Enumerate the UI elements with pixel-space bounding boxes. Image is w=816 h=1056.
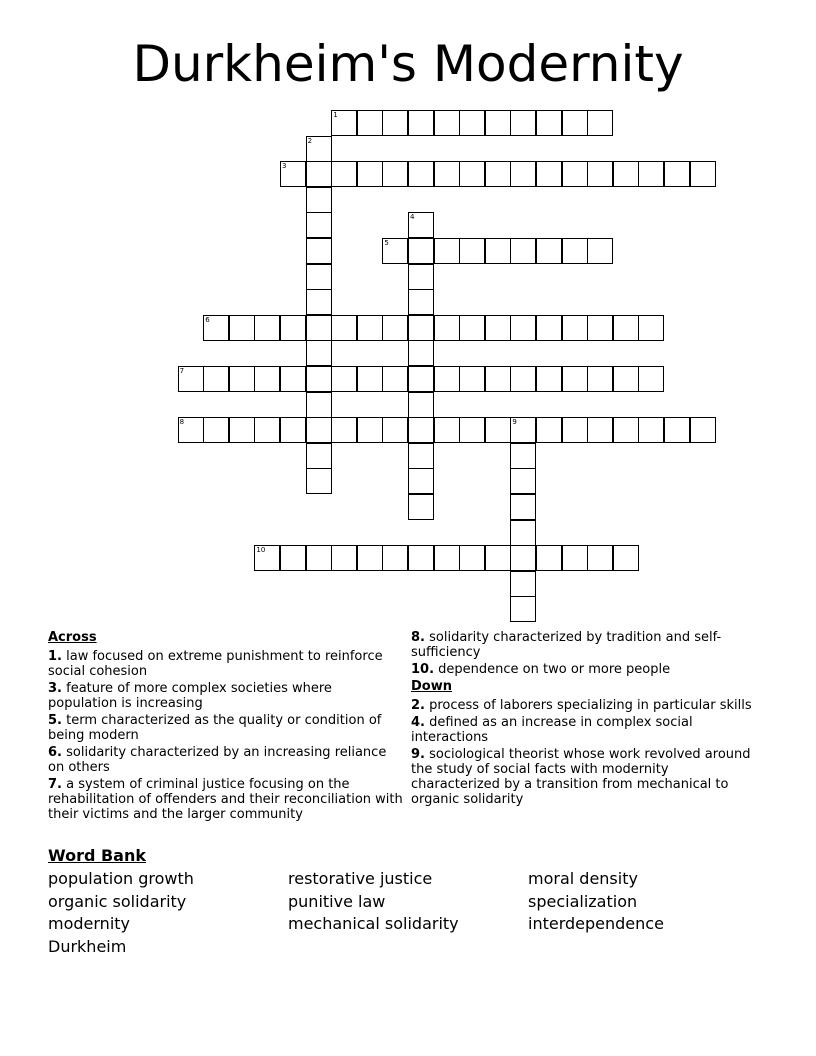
grid-cell[interactable]	[587, 161, 613, 187]
grid-cell[interactable]	[306, 468, 332, 494]
clue-number: 5.	[48, 713, 62, 728]
grid-cell[interactable]	[510, 443, 536, 469]
clue-number: 8.	[411, 630, 425, 645]
grid-cell[interactable]	[306, 417, 332, 443]
word-bank-list	[48, 868, 768, 958]
grid-cell[interactable]	[510, 596, 536, 622]
grid-cell[interactable]	[382, 315, 408, 341]
grid-cell[interactable]	[178, 366, 204, 392]
grid-cell[interactable]	[536, 315, 562, 341]
grid-cell[interactable]	[306, 366, 332, 392]
grid-cell[interactable]	[306, 187, 332, 213]
grid-cell[interactable]	[485, 417, 511, 443]
word-bank-item: restorative justice	[288, 869, 433, 888]
word-bank-item: modernity	[48, 914, 130, 933]
grid-cell[interactable]	[459, 161, 485, 187]
clue-across-3	[48, 681, 403, 711]
grid-cell[interactable]	[408, 161, 434, 187]
cell-number: 8	[179, 418, 185, 427]
grid-cell[interactable]	[203, 315, 229, 341]
grid-cell[interactable]	[562, 238, 588, 264]
grid-cell[interactable]	[229, 315, 255, 341]
word-bank-item: interdependence	[528, 914, 664, 933]
grid-cell[interactable]	[613, 315, 639, 341]
word-bank-item: punitive law	[288, 891, 386, 911]
grid-cell[interactable]	[510, 494, 536, 520]
grid-cell[interactable]	[664, 417, 690, 443]
grid-cell[interactable]	[510, 571, 536, 597]
grid-cell[interactable]	[510, 468, 536, 494]
grid-cell[interactable]	[306, 315, 332, 341]
cell-number: 7	[179, 367, 185, 375]
grid-cell[interactable]	[306, 238, 332, 264]
grid-cell[interactable]	[331, 110, 357, 136]
grid-cell[interactable]	[229, 417, 255, 443]
grid-cell[interactable]	[485, 110, 511, 136]
word-bank-item: mechanical solidarity	[288, 914, 459, 933]
clue-text: solidarity characterized by an increasing reliance on others	[48, 745, 387, 775]
grid-cell[interactable]	[562, 366, 588, 392]
clue-number: 2.	[411, 698, 425, 713]
grid-cell[interactable]	[459, 545, 485, 571]
grid-cell[interactable]	[408, 417, 434, 443]
grid-cell[interactable]	[306, 212, 332, 238]
clues-column-left	[48, 630, 403, 824]
grid-cell[interactable]	[485, 366, 511, 392]
grid-cell[interactable]	[357, 366, 383, 392]
clue-down-4	[411, 715, 761, 745]
grid-cell[interactable]	[434, 238, 460, 264]
grid-cell[interactable]	[434, 315, 460, 341]
grid-cell[interactable]	[357, 110, 383, 136]
grid-cell[interactable]	[408, 238, 434, 264]
grid-cell[interactable]	[587, 545, 613, 571]
grid-cell[interactable]	[485, 545, 511, 571]
grid-cell[interactable]	[408, 494, 434, 520]
grid-cell[interactable]	[587, 110, 613, 136]
grid-cell[interactable]	[562, 417, 588, 443]
grid-cell[interactable]	[510, 315, 536, 341]
grid-cell[interactable]	[459, 366, 485, 392]
grid-cell[interactable]	[254, 315, 280, 341]
clue-text: defined as an increase in complex social interactions	[411, 715, 693, 745]
grid-cell[interactable]	[613, 417, 639, 443]
grid-cell[interactable]	[331, 161, 357, 187]
grid-cell[interactable]	[664, 161, 690, 187]
grid-cell[interactable]	[408, 110, 434, 136]
grid-cell[interactable]	[331, 417, 357, 443]
word-bank-item: specialization	[528, 891, 638, 911]
grid-cell[interactable]	[536, 238, 562, 264]
puzzle-title: Durkheim's Modernity	[132, 35, 684, 93]
grid-cell[interactable]	[306, 264, 332, 290]
word-bank-item: moral density	[528, 869, 638, 888]
grid-cell[interactable]	[306, 443, 332, 469]
clue-across-1	[48, 649, 403, 679]
grid-cell[interactable]	[459, 110, 485, 136]
grid-cell[interactable]	[382, 110, 408, 136]
clue-number: 7.	[48, 777, 62, 792]
clue-number: 4.	[411, 715, 425, 730]
grid-cell[interactable]	[485, 161, 511, 187]
clue-text: solidarity characterized by tradition and self-sufficiency	[411, 630, 722, 660]
grid-cell[interactable]	[357, 545, 383, 571]
grid-cell[interactable]	[587, 417, 613, 443]
grid-cell[interactable]	[562, 545, 588, 571]
grid-cell[interactable]	[638, 315, 664, 341]
word-bank-item: Durkheim	[48, 936, 127, 956]
grid-cell[interactable]	[459, 417, 485, 443]
clue-across-10	[411, 662, 761, 677]
grid-cell[interactable]	[382, 238, 408, 264]
clue-text: a system of criminal justice focusing on the rehabilitation of offenders and their reconciliation with their victims and the larger community	[48, 777, 403, 822]
grid-cell[interactable]	[408, 468, 434, 494]
grid-cell[interactable]	[690, 417, 716, 443]
clue-text: dependence on two or more people	[438, 662, 671, 677]
cell-number: 4	[410, 213, 415, 222]
clues-column-right	[411, 630, 761, 809]
clue-number: 10.	[411, 662, 435, 677]
grid-cell[interactable]	[382, 545, 408, 571]
grid-cell[interactable]	[434, 366, 460, 392]
down-heading: Down	[411, 679, 452, 694]
grid-cell[interactable]	[408, 340, 434, 366]
grid-cell[interactable]	[485, 238, 511, 264]
grid-cell[interactable]	[331, 366, 357, 392]
grid-cell[interactable]	[562, 161, 588, 187]
grid-cell[interactable]	[408, 289, 434, 315]
grid-cell[interactable]	[434, 161, 460, 187]
grid-cell[interactable]	[434, 545, 460, 571]
grid-cell[interactable]	[587, 315, 613, 341]
grid-cell[interactable]	[459, 238, 485, 264]
grid-cell[interactable]	[331, 545, 357, 571]
grid-cell[interactable]	[434, 110, 460, 136]
grid-cell[interactable]	[382, 366, 408, 392]
clue-across-7	[48, 777, 403, 822]
grid-cell[interactable]	[306, 136, 332, 162]
word-bank	[48, 846, 768, 958]
grid-cell[interactable]	[280, 545, 306, 571]
grid-cell[interactable]	[510, 366, 536, 392]
grid-cell[interactable]	[280, 161, 306, 187]
grid-cell[interactable]	[357, 161, 383, 187]
grid-cell[interactable]	[306, 289, 332, 315]
cell-number: 2	[307, 136, 313, 145]
grid-cell[interactable]	[254, 545, 280, 571]
clue-text: sociological theorist whose work revolved around the study of social facts with modernity characterized by a transition from mechanical to organic solidarity	[411, 747, 751, 807]
grid-cell[interactable]	[536, 417, 562, 443]
grid-cell[interactable]	[638, 161, 664, 187]
grid-cell[interactable]	[203, 366, 229, 392]
grid-cell[interactable]	[357, 315, 383, 341]
grid-cell[interactable]	[408, 315, 434, 341]
grid-cell[interactable]	[178, 417, 204, 443]
grid-cell[interactable]	[562, 315, 588, 341]
grid-cell[interactable]	[510, 110, 536, 136]
grid-cell[interactable]	[280, 315, 306, 341]
clue-down-9	[411, 747, 761, 807]
grid-cell[interactable]	[510, 520, 536, 546]
word-bank-item: organic solidarity	[48, 891, 187, 911]
grid-cell[interactable]	[510, 161, 536, 187]
grid-cell[interactable]	[382, 417, 408, 443]
grid-cell[interactable]	[536, 110, 562, 136]
grid-cell[interactable]	[434, 417, 460, 443]
grid-cell[interactable]	[408, 443, 434, 469]
grid-cell[interactable]	[306, 340, 332, 366]
grid-cell[interactable]	[203, 417, 229, 443]
grid-cell[interactable]	[280, 417, 306, 443]
cell-number: 3	[282, 162, 287, 171]
clue-across-5	[48, 713, 403, 743]
grid-cell[interactable]	[408, 366, 434, 392]
grid-cell[interactable]	[357, 417, 383, 443]
grid-cell[interactable]	[408, 392, 434, 418]
clue-text: process of laborers specializing in particular skills	[429, 698, 752, 713]
word-bank-title: Word Bank	[48, 846, 147, 865]
clue-down-2	[411, 698, 761, 713]
clue-across-8	[411, 630, 761, 660]
grid-cell[interactable]	[280, 366, 306, 392]
grid-cell[interactable]	[254, 417, 280, 443]
grid-cell[interactable]	[254, 366, 280, 392]
clue-number: 1.	[48, 649, 62, 664]
cell-number: 6	[205, 315, 210, 324]
clue-text: feature of more complex societies where population is increasing	[48, 681, 332, 711]
grid-cell[interactable]	[536, 366, 562, 392]
grid-cell[interactable]	[536, 161, 562, 187]
grid-cell[interactable]	[459, 315, 485, 341]
grid-cell[interactable]	[510, 417, 536, 443]
grid-cell[interactable]	[690, 161, 716, 187]
grid-cell[interactable]	[408, 545, 434, 571]
grid-cell[interactable]	[306, 545, 332, 571]
clue-number: 6.	[48, 745, 62, 760]
grid-cell[interactable]	[536, 545, 562, 571]
grid-cell[interactable]	[510, 545, 536, 571]
grid-cell[interactable]	[306, 161, 332, 187]
grid-cell[interactable]	[613, 545, 639, 571]
cell-number: 1	[333, 111, 338, 119]
grid-cell[interactable]	[485, 315, 511, 341]
clue-across-6	[48, 745, 403, 775]
across-heading: Across	[48, 630, 97, 645]
grid-cell[interactable]	[587, 238, 613, 264]
word-bank-item: population growth	[48, 869, 194, 888]
cell-number: 5	[384, 239, 389, 247]
grid-cell[interactable]	[408, 264, 434, 290]
grid-cell[interactable]	[613, 366, 639, 392]
grid-cell[interactable]	[382, 161, 408, 187]
grid-cell[interactable]	[638, 366, 664, 392]
grid-cell[interactable]	[408, 212, 434, 238]
grid-cell[interactable]	[613, 161, 639, 187]
grid-cell[interactable]	[331, 315, 357, 341]
cell-number: 10	[256, 546, 266, 555]
grid-cell[interactable]	[562, 110, 588, 136]
clue-text: law focused on extreme punishment to reinforce social cohesion	[48, 649, 383, 679]
clue-number: 9.	[411, 747, 425, 762]
grid-cell[interactable]	[587, 366, 613, 392]
grid-cell[interactable]	[510, 238, 536, 264]
grid-cell[interactable]	[638, 417, 664, 443]
grid-cell[interactable]	[229, 366, 255, 392]
grid-cell[interactable]	[306, 392, 332, 418]
cell-number: 9	[512, 418, 517, 427]
clue-text: term characterized as the quality or condition of being modern	[48, 713, 382, 743]
clue-number: 3.	[48, 681, 62, 696]
